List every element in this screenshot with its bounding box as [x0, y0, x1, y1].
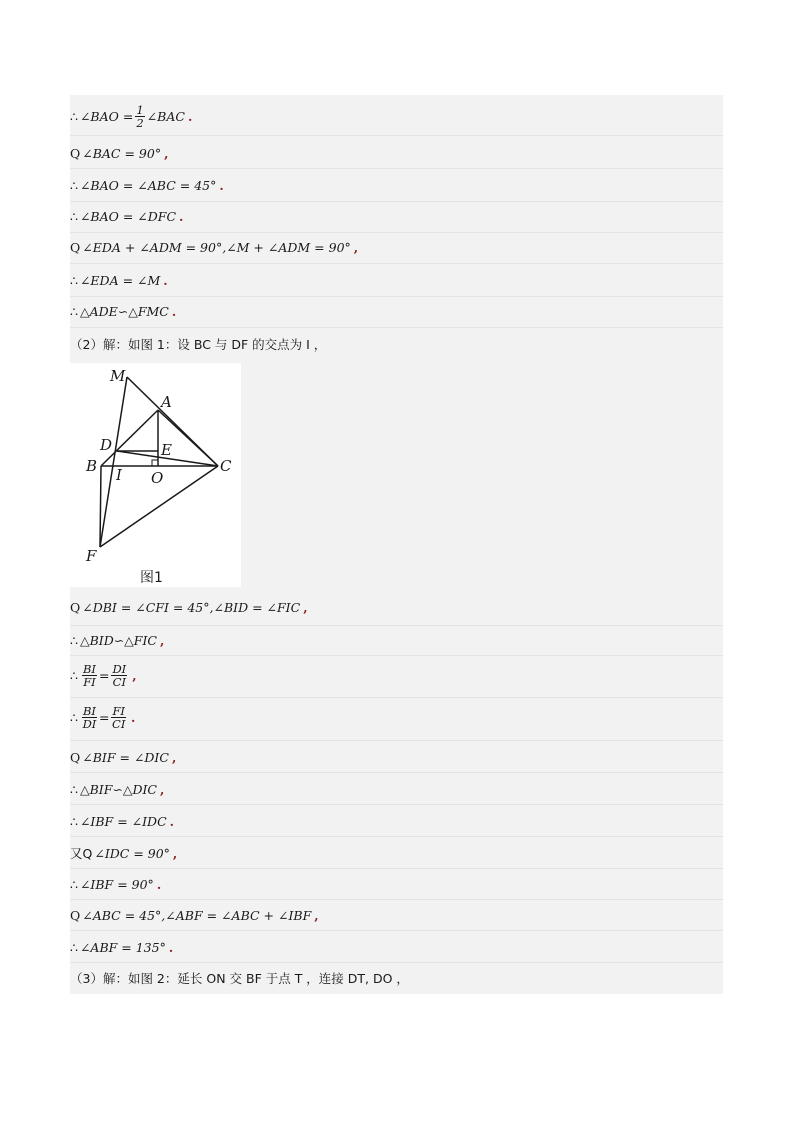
- proof-line: [70, 239, 723, 255]
- proof-text: ∠BIF = ∠DIC: [82, 749, 169, 765]
- punctuation: ,: [159, 781, 165, 797]
- label-C: C: [220, 457, 232, 475]
- because-symbol: 又Q: [70, 846, 93, 861]
- fraction: [111, 663, 127, 688]
- proof-line: [70, 631, 723, 649]
- because-symbol: Q: [70, 907, 81, 923]
- divider: [70, 232, 723, 233]
- punctuation: .: [163, 272, 168, 288]
- figure-caption: 图1: [140, 570, 163, 586]
- therefore-symbol: ∴: [70, 208, 78, 224]
- fraction-numerator: FI: [112, 703, 125, 718]
- fraction-numerator: BI: [82, 661, 96, 676]
- punctuation: .: [187, 108, 193, 124]
- punctuation: .: [179, 208, 184, 224]
- proof-text: ∠IBF = ∠IDC: [79, 813, 167, 829]
- divider: [70, 899, 723, 900]
- fraction: [82, 663, 97, 688]
- fraction: [111, 705, 126, 730]
- proof-line: [70, 658, 723, 692]
- therefore-symbol: ∴: [70, 781, 78, 797]
- divider: [70, 930, 723, 931]
- punctuation: .: [168, 939, 174, 955]
- proof-line: [70, 145, 723, 161]
- proof-line: [70, 208, 723, 224]
- therefore-symbol: ∴: [70, 876, 78, 892]
- punctuation: .: [169, 813, 175, 829]
- proof-line: [70, 748, 723, 766]
- punctuation: ,: [303, 599, 308, 615]
- divider: [70, 263, 723, 264]
- proof-text: △ADE∽△FMC: [79, 303, 169, 319]
- proof-line: [70, 875, 723, 893]
- fraction-numerator: DI: [112, 661, 127, 676]
- fraction-numerator: 1: [136, 102, 144, 117]
- proof-line: [70, 598, 723, 616]
- divider: [70, 625, 723, 626]
- segment-BF: [100, 466, 101, 547]
- label-D: D: [100, 436, 113, 454]
- divider: [70, 836, 723, 837]
- therefore-symbol: ∴: [70, 108, 78, 124]
- proof-text: △BID∽△FIC: [79, 632, 157, 648]
- proof-text: ∠ABF = 135°: [79, 939, 166, 955]
- divider: [70, 772, 723, 773]
- punctuation: .: [130, 709, 136, 725]
- punctuation: ,: [159, 632, 165, 648]
- proof-text-after: ∠BAC: [146, 108, 185, 124]
- therefore-symbol: ∴: [70, 177, 78, 193]
- solution-panel: [70, 95, 723, 994]
- therefore-symbol: ∴: [70, 303, 78, 319]
- label-I: I: [116, 466, 122, 484]
- proof-line: [70, 844, 723, 862]
- divider: [70, 327, 723, 328]
- punctuation: ,: [132, 667, 137, 683]
- proof-text: ∠DBI = ∠CFI = 45°,∠BID = ∠FIC: [82, 599, 301, 615]
- punctuation: ,: [164, 145, 169, 161]
- divider: [70, 655, 723, 656]
- fraction-numerator: BI: [82, 703, 96, 718]
- proof-text: ∠ABC = 45°,∠ABF = ∠ABC + ∠IBF: [82, 907, 312, 923]
- proof-line: [70, 700, 723, 734]
- fraction-denominator: FI: [83, 674, 96, 689]
- right-angle-mark: [152, 460, 158, 466]
- divider: [70, 135, 723, 136]
- fraction: [135, 104, 144, 129]
- punctuation: ,: [172, 845, 178, 861]
- therefore-symbol: ∴: [70, 813, 78, 829]
- divider: [70, 296, 723, 297]
- proof-text: ∠BAC = 90°: [82, 145, 162, 161]
- proof-line: [70, 906, 723, 924]
- equals-sign: =: [98, 667, 110, 683]
- proof-text: ∠IBF = 90°: [79, 876, 154, 892]
- part-2-heading: （2）解：如图 1：设 BC 与 DF 的交点为 I ，: [70, 337, 327, 352]
- fraction-denominator: CI: [112, 674, 126, 689]
- proof-line: [70, 102, 723, 130]
- proof-text: ∠BAO =: [79, 108, 134, 124]
- label-A: A: [161, 393, 172, 411]
- proof-line: [70, 938, 723, 956]
- divider: [70, 697, 723, 698]
- divider: [70, 168, 723, 169]
- fraction: [82, 705, 97, 730]
- punctuation: ,: [353, 239, 359, 255]
- label-E: E: [161, 441, 172, 459]
- therefore-symbol: ∴: [70, 632, 78, 648]
- because-symbol: Q: [70, 239, 81, 255]
- punctuation: ,: [314, 907, 319, 923]
- fraction-denominator: CI: [112, 716, 126, 731]
- therefore-symbol: ∴: [70, 667, 78, 683]
- geometry-diagram: [70, 363, 241, 587]
- punctuation: .: [171, 303, 177, 319]
- because-symbol: Q: [70, 599, 81, 615]
- fraction-denominator: 2: [136, 115, 144, 130]
- divider: [70, 962, 723, 963]
- proof-text: ∠EDA = ∠M: [79, 272, 161, 288]
- because-symbol: Q: [70, 145, 81, 161]
- proof-text: ∠IDC = 90°: [94, 845, 170, 861]
- divider: [70, 868, 723, 869]
- figure-1: [70, 363, 241, 587]
- label-F: F: [86, 547, 97, 565]
- proof-text: ∠BAO = ∠ABC = 45°: [79, 177, 217, 193]
- proof-line: [70, 272, 723, 288]
- because-symbol: Q: [70, 749, 81, 765]
- label-O: O: [151, 469, 164, 487]
- therefore-symbol: ∴: [70, 272, 78, 288]
- part-3-heading: （3）解：如图 2：延长 ON 交 BF 于点 T ，连接 DT, DO ，: [70, 971, 409, 986]
- proof-line: [70, 177, 723, 193]
- proof-text: ∠BAO = ∠DFC: [79, 208, 177, 224]
- divider: [70, 740, 723, 741]
- fraction-denominator: DI: [82, 716, 97, 731]
- divider: [70, 201, 723, 202]
- proof-line: [70, 780, 723, 798]
- therefore-symbol: ∴: [70, 939, 78, 955]
- proof-line: [70, 812, 723, 830]
- proof-line: [70, 303, 723, 319]
- punctuation: .: [219, 177, 224, 193]
- punctuation: ,: [171, 749, 177, 765]
- label-M: M: [110, 367, 126, 385]
- proof-text: ∠EDA + ∠ADM = 90°,∠M + ∠ADM = 90°: [82, 239, 351, 255]
- equals-sign: =: [98, 709, 110, 725]
- punctuation: .: [156, 876, 162, 892]
- label-B: B: [86, 457, 98, 475]
- therefore-symbol: ∴: [70, 709, 78, 725]
- proof-text: △BIF∽△DIC: [79, 781, 157, 797]
- divider: [70, 804, 723, 805]
